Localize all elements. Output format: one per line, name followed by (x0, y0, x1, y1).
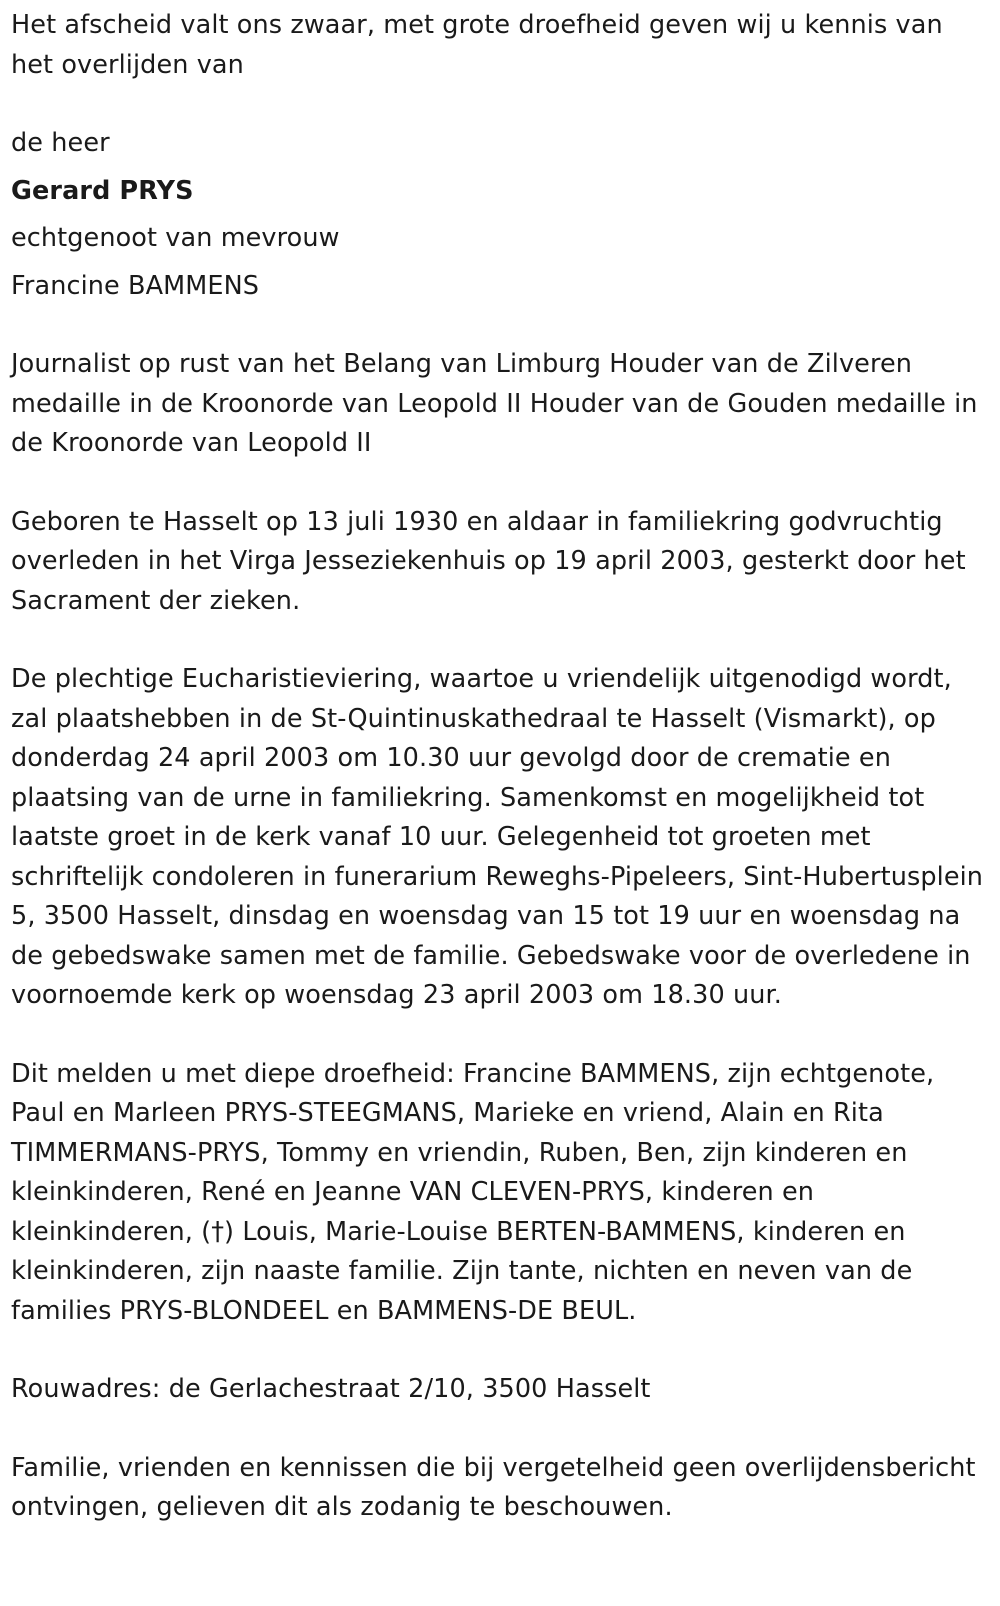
honorific: de heer (11, 128, 110, 158)
spouse-label: echtgenoot van mevrouw (11, 223, 340, 253)
career-paragraph: Journalist op rust van het Belang van Limburg Houder van de Zilveren medaille in de Kroonorde van Leopold II Houder van de Gouden medaille in de Kroonorde van Leopold II (11, 349, 978, 458)
deceased-name: Gerard PRYS (11, 175, 194, 206)
intro-paragraph: Het afscheid valt ons zwaar, met grote droefheid geven wij u kennis van het overlijden van (11, 10, 943, 80)
family-paragraph: Dit melden u met diepe droefheid: Francine BAMMENS, zijn echtgenote, Paul en Marleen PRYS-STEEGMANS, Marieke en vriend, Alain en Rita TIMMERMANS-PRYS, Tommy en vriendin, Ruben, Ben, zijn kinderen en kleinkinderen, René en Jeanne VAN CLEVEN-PRYS, kinderen en kleinkinderen, (†) Louis, Marie-Louise BERTEN-BAMMENS, kinderen en kleinkinderen, zijn naaste familie. Zijn tante, nichten en neven van de families PRYS-BLONDEEL en BAMMENS-DE BEUL. (11, 1058, 935, 1326)
ceremony-paragraph: De plechtige Eucharistieviering, waartoe u vriendelijk uitgenodigd wordt, zal plaatshebben in de St-Quintinuskathedraal te Hasselt (Vismarkt), op donderdag 24 april 2003 om 10.30 uur gevolgd door de crematie en plaatsing van de urne in familiekring. Samenkomst en mogelijkheid tot laatste groet in de kerk vanaf 10 uur. Gelegenheid tot groeten met schriftelijk condoleren in funerarium Reweghs-Pipeleers, Sint-Hubertusplein 5, 3500 Hasselt, dinsdag en woensdag van 15 tot 19 uur en woensdag na de gebedswake samen met de familie. Gebedswake voor de overledene in voornoemde kerk op woensdag 23 april 2003 om 18.30 uur. (11, 664, 984, 1010)
closing-paragraph: Familie, vrienden en kennissen die bij vergetelheid geen overlijdensbericht ontvingen, gelieven dit als zodanig te beschouwen. (11, 1452, 976, 1522)
spouse-name: Francine BAMMENS (11, 270, 260, 301)
birth-death-paragraph: Geboren te Hasselt op 13 juli 1930 en aldaar in familiekring godvruchtig overleden in het Virga Jesseziekenhuis op 19 april 2003, gesterkt door het Sacrament der zieken. (11, 506, 966, 616)
mourning-address: Rouwadres: de Gerlachestraat 2/10, 3500 Hasselt (11, 1374, 651, 1404)
